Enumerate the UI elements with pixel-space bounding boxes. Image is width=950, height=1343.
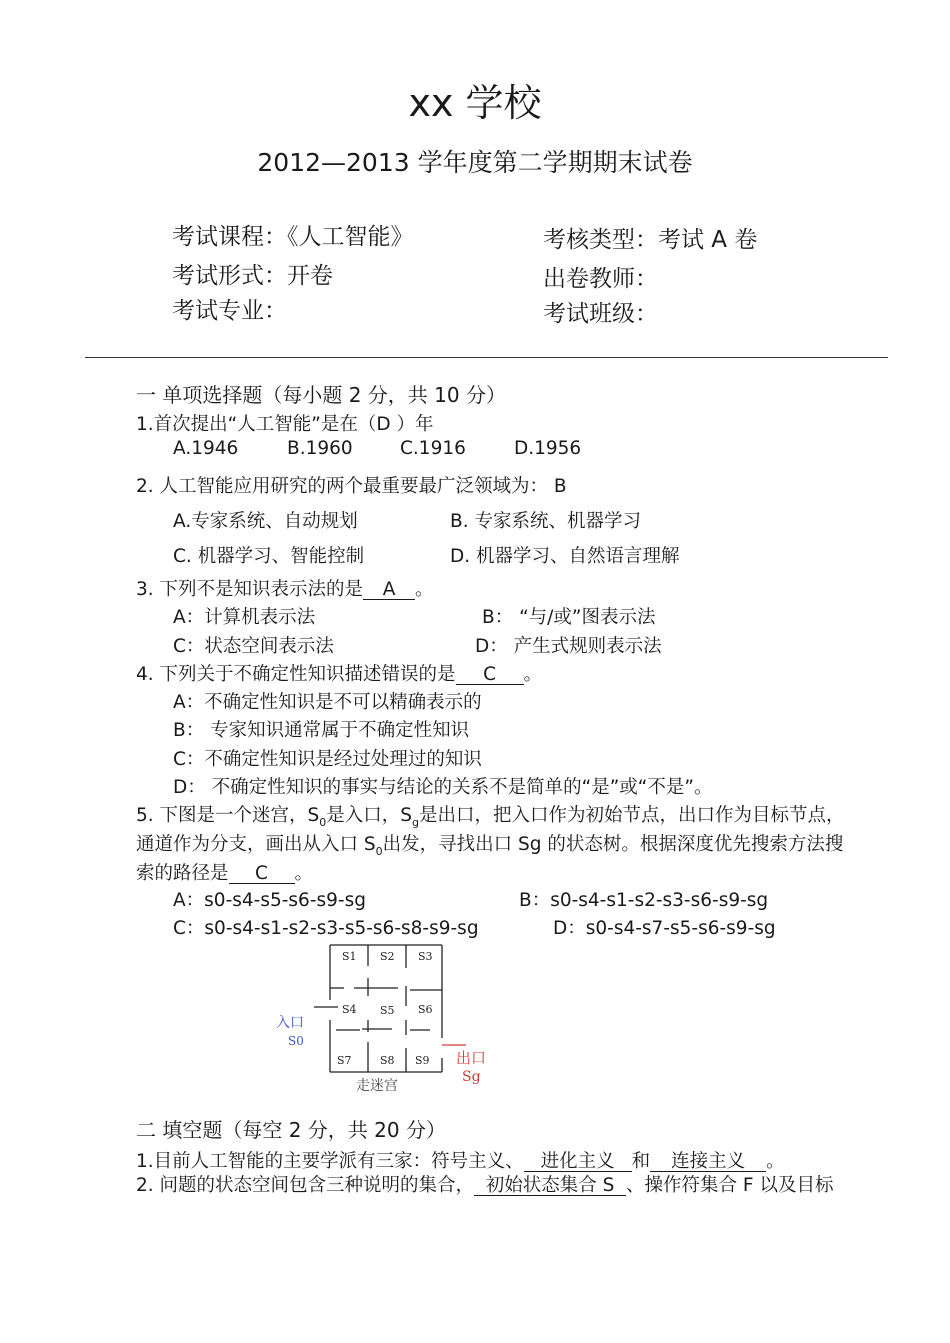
q4-stem-text: 4. 下列关于不确定性知识描述错误的是 xyxy=(136,664,456,685)
info-course: 考试课程：《人工智能》 xyxy=(172,224,414,250)
q3-stem-text: 3. 下列不是知识表示法的是 xyxy=(136,579,364,600)
q4-option-a: A：不确定性知识是不可以精确表示的 xyxy=(173,692,482,713)
fill-q1 xyxy=(136,1147,785,1173)
q2-option-b: B. 专家系统、机器学习 xyxy=(450,511,641,532)
q3-option-d: D： 产生式规则表示法 xyxy=(475,636,662,657)
maze-exit-label: 出口 xyxy=(456,1049,487,1067)
q5-sub-0: 0 xyxy=(319,816,327,829)
fill-q2-pre: 2. 问题的状态空间包含三种说明的集合， xyxy=(136,1175,475,1196)
maze-exit-code: Sg xyxy=(462,1069,481,1085)
section1-heading: 一 单项选择题（每小题 2 分，共 10 分） xyxy=(136,383,506,407)
section2-heading: 二 填空题（每空 2 分，共 20 分） xyxy=(136,1118,446,1142)
q5-line1-a: 5. 下图是一个迷宫，S xyxy=(136,805,320,826)
q1-option-d: D.1956 xyxy=(514,438,582,459)
maze-entry-code: S0 xyxy=(288,1034,304,1048)
maze-cell-s6: S6 xyxy=(418,1003,433,1016)
divider-line xyxy=(85,357,888,358)
q1-stem: 1.首次提出“人工智能”是在（D ）年 xyxy=(136,414,434,435)
info-type: 考核类型：考试 A 卷 xyxy=(543,227,758,253)
q1-option-a: A.1946 xyxy=(173,438,239,459)
info-major: 考试专业： xyxy=(172,298,287,324)
maze-cells xyxy=(337,950,433,1067)
q5-option-c: C：s0-s4-s1-s2-s3-s5-s6-s8-s9-sg xyxy=(173,918,479,939)
q5-line2 xyxy=(136,830,843,858)
maze-svg xyxy=(270,938,510,1100)
q2-option-a: A.专家系统、自动规划 xyxy=(173,511,358,532)
q5-line3 xyxy=(136,859,313,885)
q5-answer: C xyxy=(229,864,295,884)
q2-option-d: D. 机器学习、自然语言理解 xyxy=(450,546,680,567)
maze-cell-s3: S3 xyxy=(418,950,433,963)
q3-option-c: C：状态空间表示法 xyxy=(173,636,334,657)
q5-line1 xyxy=(136,801,845,829)
q3-stem-end: 。 xyxy=(415,579,434,600)
info-class: 考试班级： xyxy=(543,301,658,327)
fill-q1-answer1: 进化主义 xyxy=(524,1152,632,1172)
fill-q2 xyxy=(136,1171,833,1197)
q3-option-b: B： “与/或”图表示法 xyxy=(482,607,656,628)
maze-cell-s9: S9 xyxy=(415,1054,430,1067)
q4-stem xyxy=(136,660,542,686)
maze-entry-label: 入口 xyxy=(276,1015,304,1031)
maze-cell-s5: S5 xyxy=(380,1004,395,1017)
q5-sub-g: g xyxy=(412,816,420,829)
fill-q1-pre: 1.目前人工智能的主要学派有三家：符号主义、 xyxy=(136,1151,524,1172)
q5-option-d: D：s0-s4-s7-s5-s6-s9-sg xyxy=(553,918,776,939)
q4-option-d: D： 不确定性知识的事实与结论的关系不是简单的“是”或“不是”。 xyxy=(173,777,713,798)
fill-q1-post: 。 xyxy=(766,1151,785,1172)
fill-q1-answer2: 连接主义 xyxy=(650,1152,766,1172)
maze-cell-s4: S4 xyxy=(342,1003,357,1016)
q2-option-c: C. 机器学习、智能控制 xyxy=(173,546,365,567)
q5-line1-b: 是入口，S xyxy=(326,805,413,826)
q4-stem-end: 。 xyxy=(523,664,543,685)
q4-option-b: B： 专家知识通常属于不确定性知识 xyxy=(173,720,470,741)
maze-caption: 走迷宫 xyxy=(356,1078,398,1094)
q4-answer: C xyxy=(456,665,524,685)
fill-q2-post: 、操作符集合 F 以及目标 xyxy=(626,1175,834,1196)
q5-option-b: B：s0-s4-s1-s2-s3-s6-s9-sg xyxy=(519,890,769,911)
q5-line2-b: 出发，寻找出口 Sg 的状态树。根据深度优先搜索方法搜 xyxy=(382,834,844,855)
q4-option-c: C：不确定性知识是经过处理过的知识 xyxy=(173,749,482,770)
q5-sub-0b: 0 xyxy=(375,845,383,858)
q3-option-a: A：计算机表示法 xyxy=(173,607,316,628)
info-form: 考试形式：开卷 xyxy=(172,263,333,289)
school-title: xx 学校 xyxy=(408,81,542,125)
q5-line2-a: 通道作为分支，画出从入口 S xyxy=(136,834,376,855)
fill-q2-answer1: 初始状态集合 S xyxy=(474,1176,626,1196)
maze-diagram xyxy=(270,938,510,1100)
q1-option-b: B.1960 xyxy=(287,438,353,459)
fill-q1-mid: 和 xyxy=(631,1151,651,1172)
q1-option-c: C.1916 xyxy=(400,438,466,459)
maze-cell-s1: S1 xyxy=(342,950,357,963)
maze-cell-s8: S8 xyxy=(380,1054,395,1067)
q5-option-a: A：s0-s4-s5-s6-s9-sg xyxy=(173,890,366,911)
maze-cell-s2: S2 xyxy=(380,950,395,963)
q5-line1-c: 是出口，把入口作为初始节点，出口作为目标节点， xyxy=(419,805,845,826)
info-teacher: 出卷教师： xyxy=(543,266,658,292)
maze-cell-s7: S7 xyxy=(337,1054,352,1067)
q3-stem xyxy=(136,575,434,601)
q5-line3-pre: 索的路径是 xyxy=(136,863,229,884)
q2-stem: 2. 人工智能应用研究的两个最重要最广泛领域为： B xyxy=(136,476,567,497)
exam-title: 2012—2013 学年度第二学期期末试卷 xyxy=(257,148,693,177)
q5-line3-post: 。 xyxy=(294,863,314,884)
q3-answer: A xyxy=(363,580,415,600)
